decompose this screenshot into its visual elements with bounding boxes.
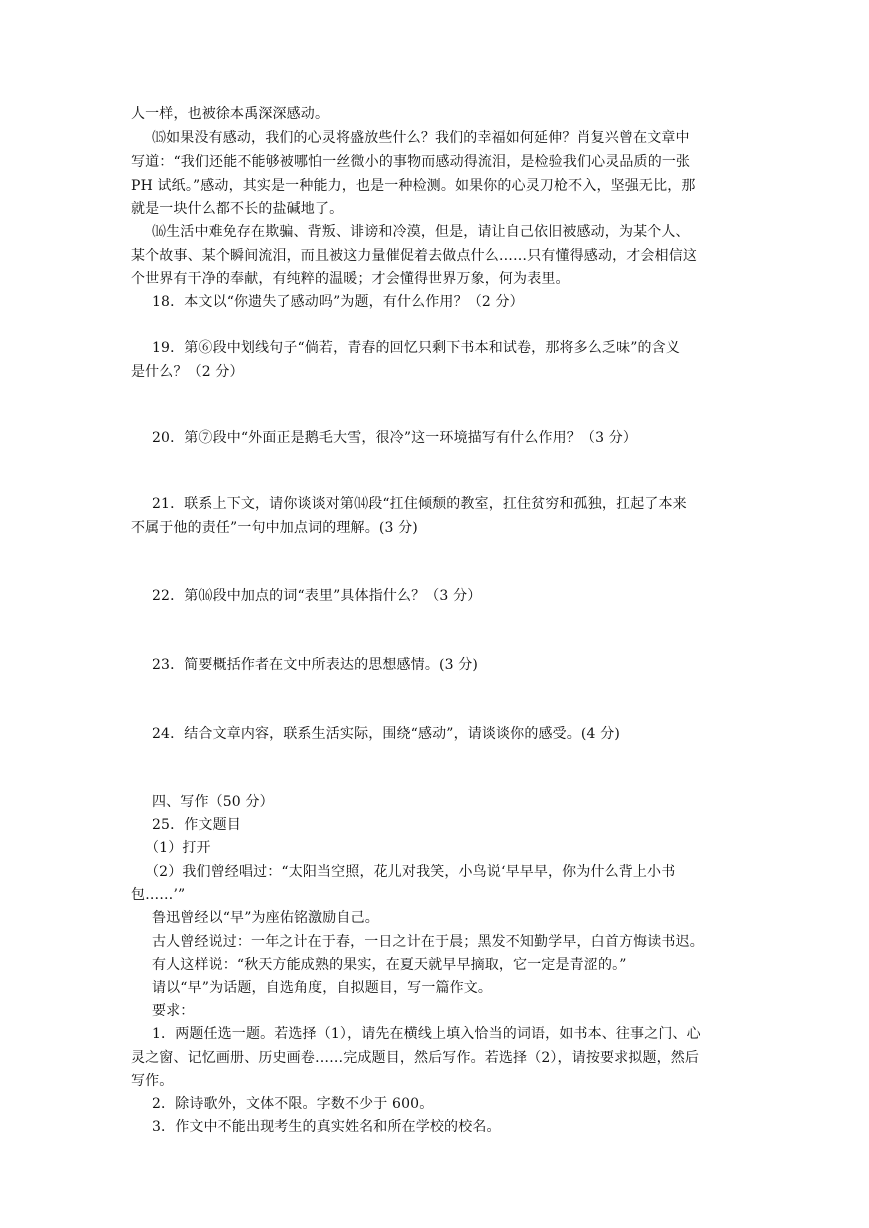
question-21-line-2: 不属于他的责任”一句中加点词的理解。(3 分) [131, 520, 418, 536]
lu-xun-quote: 鲁迅曾经以“早”为座佑铭激励自己。 [152, 910, 379, 926]
requirement-1-line-2: 灵之窗、记忆画册、历史画卷……完成题目，然后写作。若选择（2），请按要求拟题，然后 [131, 1050, 700, 1066]
ancient-saying: 古人曾经说过：一年之计在于春，一日之计在于晨；黑发不知勤学早，白首方悔读书迟。 [152, 934, 704, 950]
requirement-2: 2．除诗歌外，文体不限。字数不少于 600。 [152, 1096, 434, 1112]
question-19-line-1: 19．第⑥段中划线句子“倘若，青春的回忆只剩下书本和试卷，那将多么乏味”的含义 [152, 340, 680, 356]
essay-option-2-line-1: （2）我们曾经唱过：“太阳当空照，花儿对我笑，小鸟说‘早早早，你为什么背上小书 [145, 864, 676, 880]
question-22: 22．第⒃段中加点的词“表里”具体指什么？（3 分） [152, 588, 482, 604]
essay-option-2-line-2: 包……’” [131, 887, 186, 903]
paragraph-16-line-3: 个世界有干净的奉献，有纯粹的温暖；才会懂得世界万象，何为表里。 [131, 271, 570, 287]
question-18: 18．本文以“你遗失了感动吗”为题，有什么作用？（2 分） [152, 294, 524, 310]
question-24: 24．结合文章内容，联系生活实际，围绕“感动”，请谈谈你的感受。(4 分) [152, 726, 620, 742]
paragraph-16-line-1: ⒃生活中难免存在欺骗、背叛、诽谤和冷漠，但是，请让自己依旧被感动，为某个人、 [152, 224, 690, 240]
paragraph-16-line-2: 某个故事、某个瞬间流泪，而且被这力量催促着去做点什么……只有懂得感动，才会相信这 [131, 248, 697, 264]
requirement-1-line-1: 1．两题任选一题。若选择（1），请先在横线上填入恰当的词语，如书本、往事之门、心 [152, 1026, 701, 1042]
requirements-title: 要求： [152, 1003, 195, 1019]
paragraph-15-line-4: 就是一块什么都不长的盐碱地了。 [131, 201, 344, 217]
question-25-title: 25．作文题目 [152, 817, 241, 833]
question-19-line-2: 是什么？（2 分） [131, 364, 244, 380]
paragraph-14-tail: 人一样，也被徐本禹深深感动。 [131, 106, 330, 122]
paragraph-15-line-2: 写道：“我们还能不能够被哪怕一丝微小的事物而感动得流泪，是检验我们心灵品质的一张 [131, 154, 691, 170]
essay-instruction: 请以“早”为话题，自选角度，自拟题目，写一篇作文。 [152, 980, 493, 996]
question-23: 23．简要概括作者在文中所表达的思想感情。(3 分) [152, 657, 478, 673]
paragraph-15-line-3: PH 试纸。”感动，其实是一种能力，也是一种检测。如果你的心灵刀枪不入，坚强无比，那 [131, 178, 696, 194]
question-21-line-1: 21．联系上下文，请你谈谈对第⒁段“扛住倾颓的教室，扛住贫穷和孤独，扛起了本来 [152, 496, 687, 512]
requirement-1-line-3: 写作。 [131, 1073, 174, 1089]
essay-option-1: （1）打开 [145, 840, 211, 856]
paragraph-15-line-1: ⒂如果没有感动，我们的心灵将盛放些什么？我们的幸福如何延伸？肖复兴曾在文章中 [152, 130, 690, 146]
requirement-3: 3．作文中不能出现考生的真实姓名和所在学校的校名。 [152, 1119, 501, 1135]
writing-section-title: 四、写作（50 分） [152, 794, 274, 810]
autumn-fruit-saying: 有人这样说：“秋天方能成熟的果实，在夏天就早早摘取，它一定是青涩的。” [152, 957, 627, 973]
question-20: 20．第⑦段中“外面正是鹅毛大雪，很冷”这一环境描写有什么作用？（3 分） [152, 430, 638, 446]
